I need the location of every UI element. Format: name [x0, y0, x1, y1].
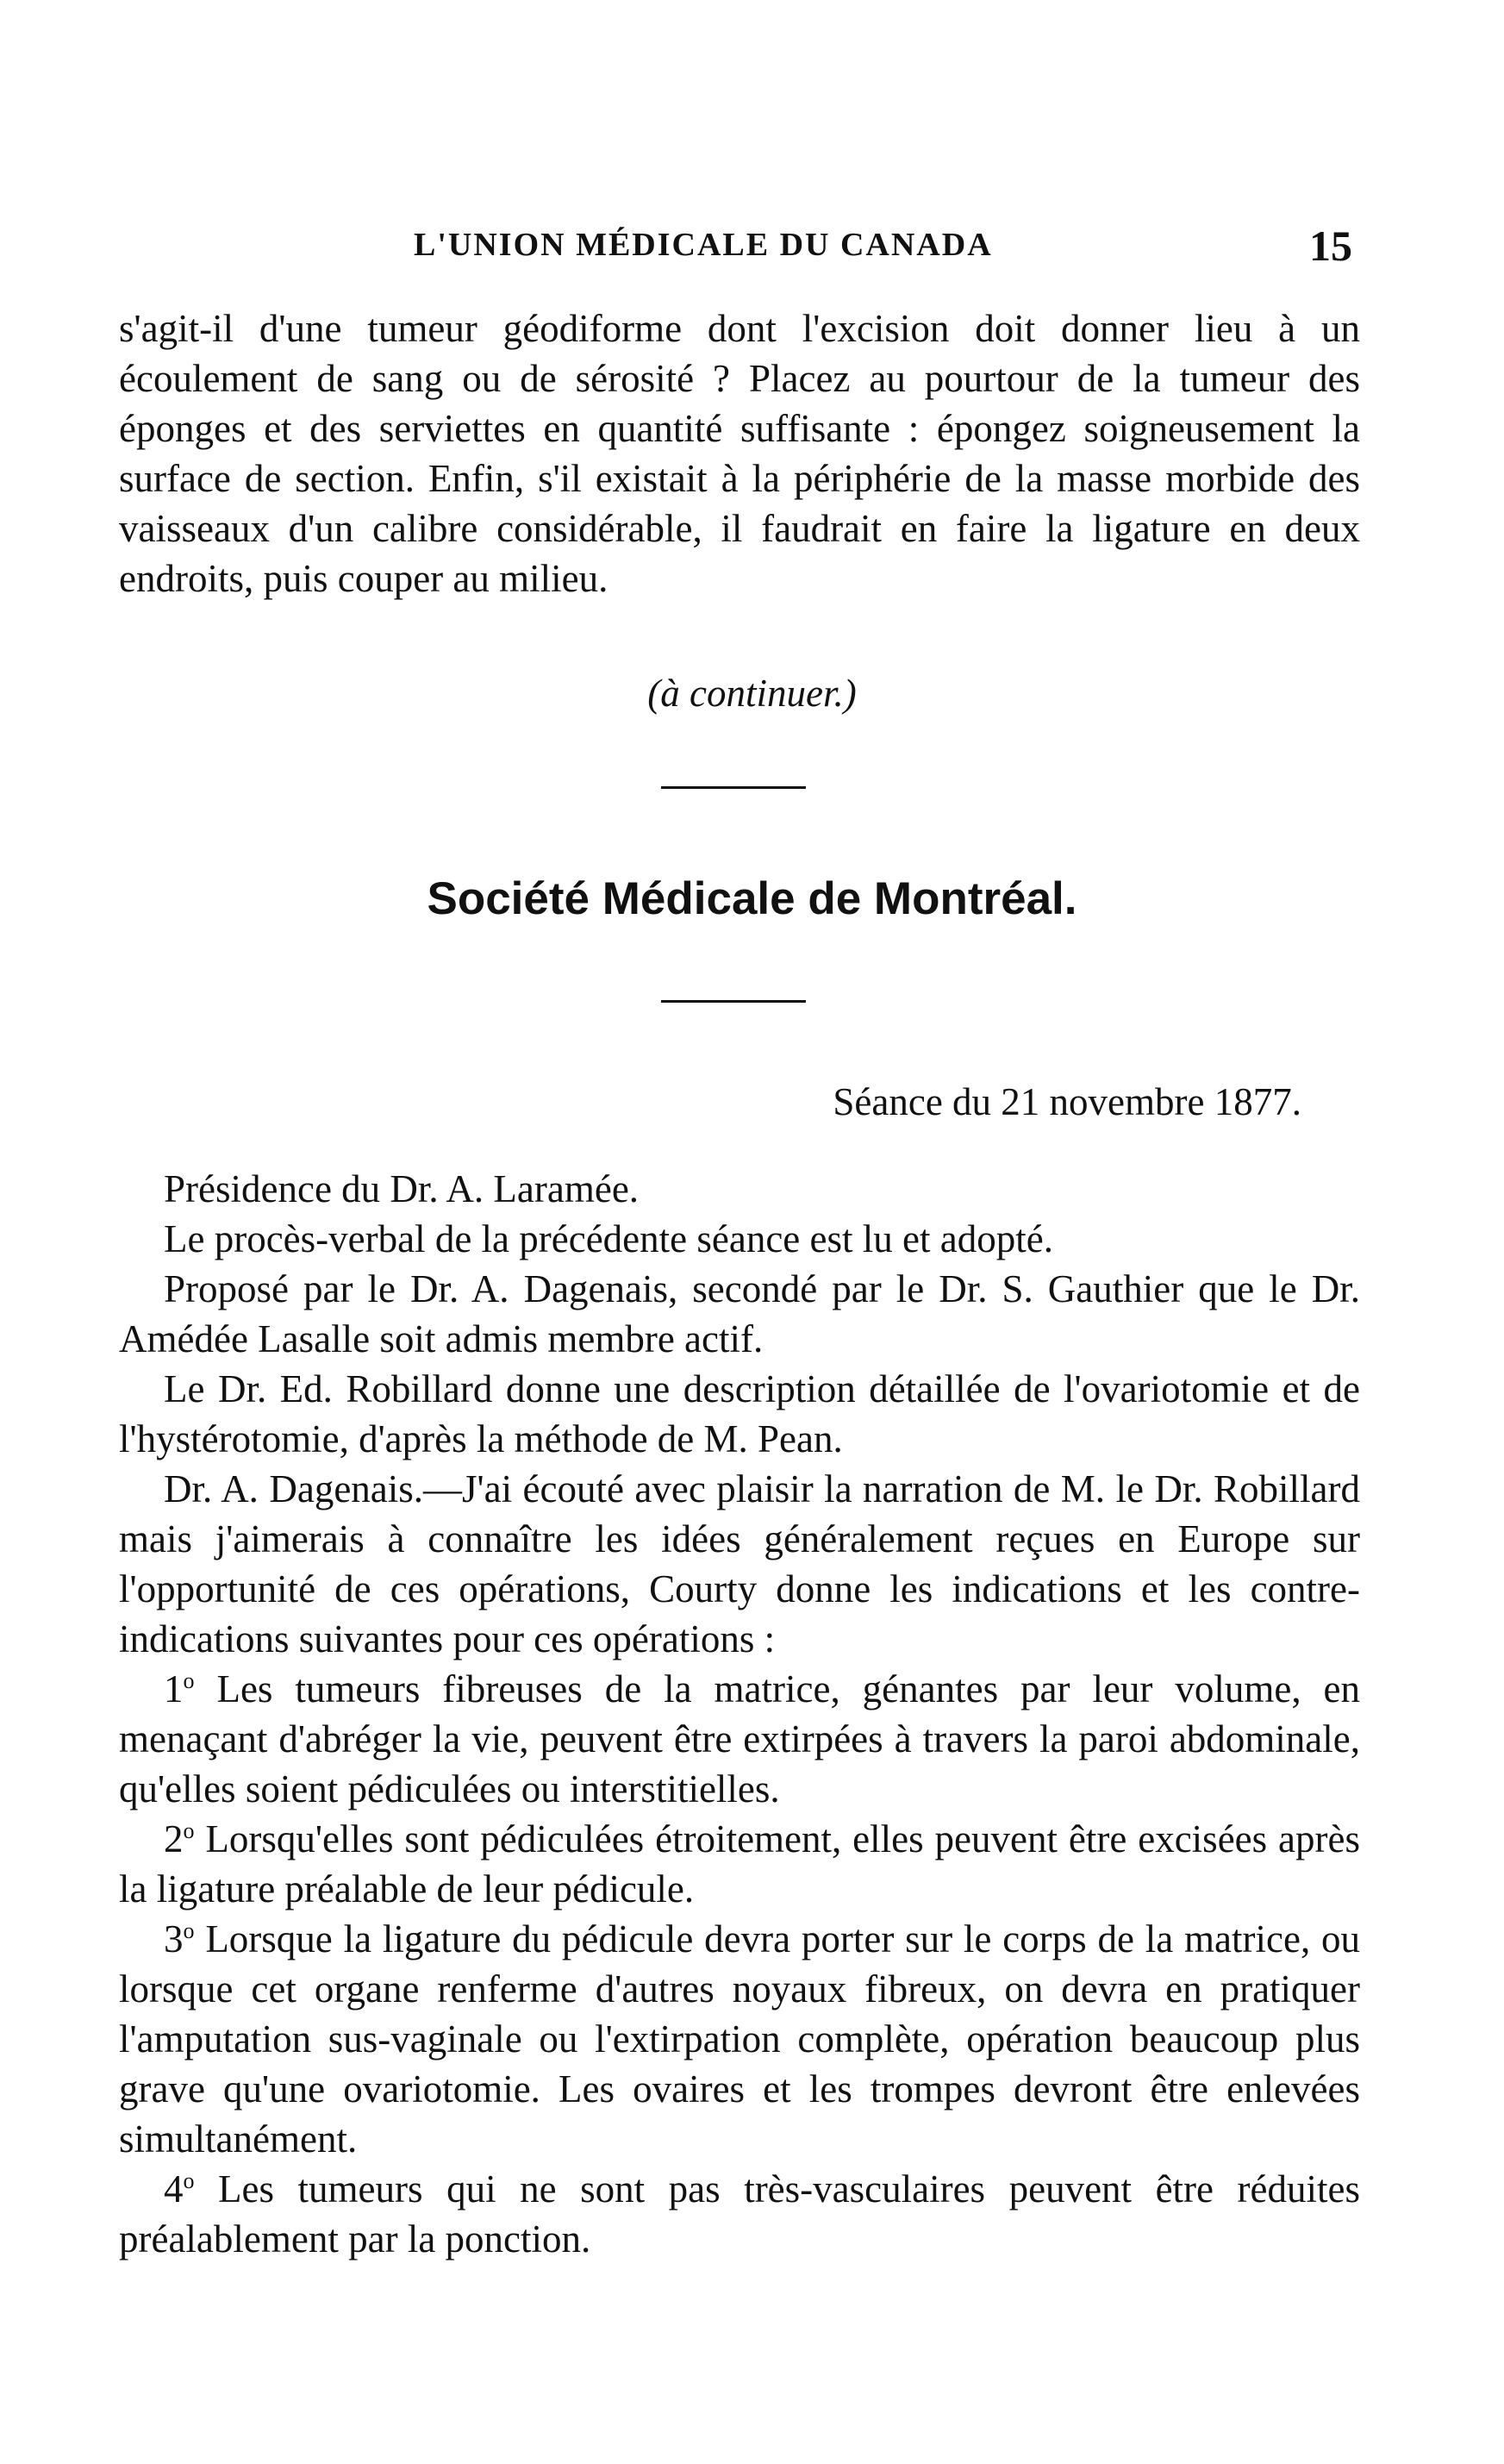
robillard-paragraph: Le Dr. Ed. Robillard donne une description détaillée de l'ovariotomie et de l'hystérotomie, d'après la méthode de M. Pean.	[119, 1367, 1360, 1460]
numbered-item: 4$^o$ Les tumeurs qui ne sont pas très-vasculaires peuvent être réduites préalablement par la ponction.	[119, 2167, 1361, 2261]
numbered-item: 2$^o$ Lorsqu'elles sont pédiculées étroitement, elles peuvent être excisées après la ligature préalable de leur pédicule.	[119, 1817, 1360, 1911]
seance-date: Séance du 21 novembre 1877.	[833, 1080, 1301, 1123]
presidence-line: Présidence du Dr. A. Laramée.	[164, 1167, 640, 1210]
running-header	[0, 222, 1504, 278]
minutes-line: Le procès-verbal de la précédente séance est lu et adopté.	[164, 1217, 1053, 1260]
numbered-item: 3$^o$ Lorsque la ligature du pédicule devra porter sur le corps de la matrice, ou lorsque cet organe renferme d'autres noyaux fibreux, on devra en pratiquer l'amputation sus-vaginale ou l'extirpation complète, opération beaucoup plus grave qu'une ovariotomie. Les ovaires et les trompes devront être enlevées simultanément.	[119, 1917, 1361, 2161]
intro-block	[119, 303, 1360, 603]
section-title: Société Médicale de Montréal.	[427, 873, 1077, 924]
continued-note: (à continuer.)	[647, 672, 857, 715]
divider-rule	[661, 1000, 806, 1003]
intro-paragraph: s'agit-il d'une tumeur géodiforme dont l'excision doit donner lieu à un écoulement de sang ou de sérosité ? Placez au pourtour de la tumeur des éponges et des serviettes en quantité suffisante : épongez soigneusement la surface de section. Enfin, s'il existait à la périphérie de la masse morbide des vaisseaux d'un calibre considérable, il faudrait en faire la ligature en deux endroits, puis couper au milieu.	[119, 307, 1360, 600]
dagenais-paragraph: Dr. A. Dagenais.—J'ai écouté avec plaisir la narration de M. le Dr. Robillard mais j'aimerais à connaître les idées généralement reçues en Europe sur l'opportunité de ces opérations, Courty donne les indications et les contre-indications suivantes pour ces opérations :	[119, 1467, 1360, 1660]
minutes-block	[119, 1164, 1360, 2264]
page-number: 15	[1309, 222, 1352, 270]
proposal-paragraph: Proposé par le Dr. A. Dagenais, secondé par le Dr. S. Gauthier que le Dr. Amédée Lasalle soit admis membre actif.	[119, 1267, 1360, 1360]
journal-title: L'UNION MÉDICALE DU CANADA	[414, 227, 993, 263]
numbered-item: 1$^o$ Les tumeurs fibreuses de la matrice, génantes par leur volume, en menaçant d'abréger la vie, peuvent être extirpées à travers la paroi abdominale, qu'elles soient pédiculées ou interstitielles.	[119, 1667, 1360, 1810]
divider-rule	[661, 786, 806, 789]
